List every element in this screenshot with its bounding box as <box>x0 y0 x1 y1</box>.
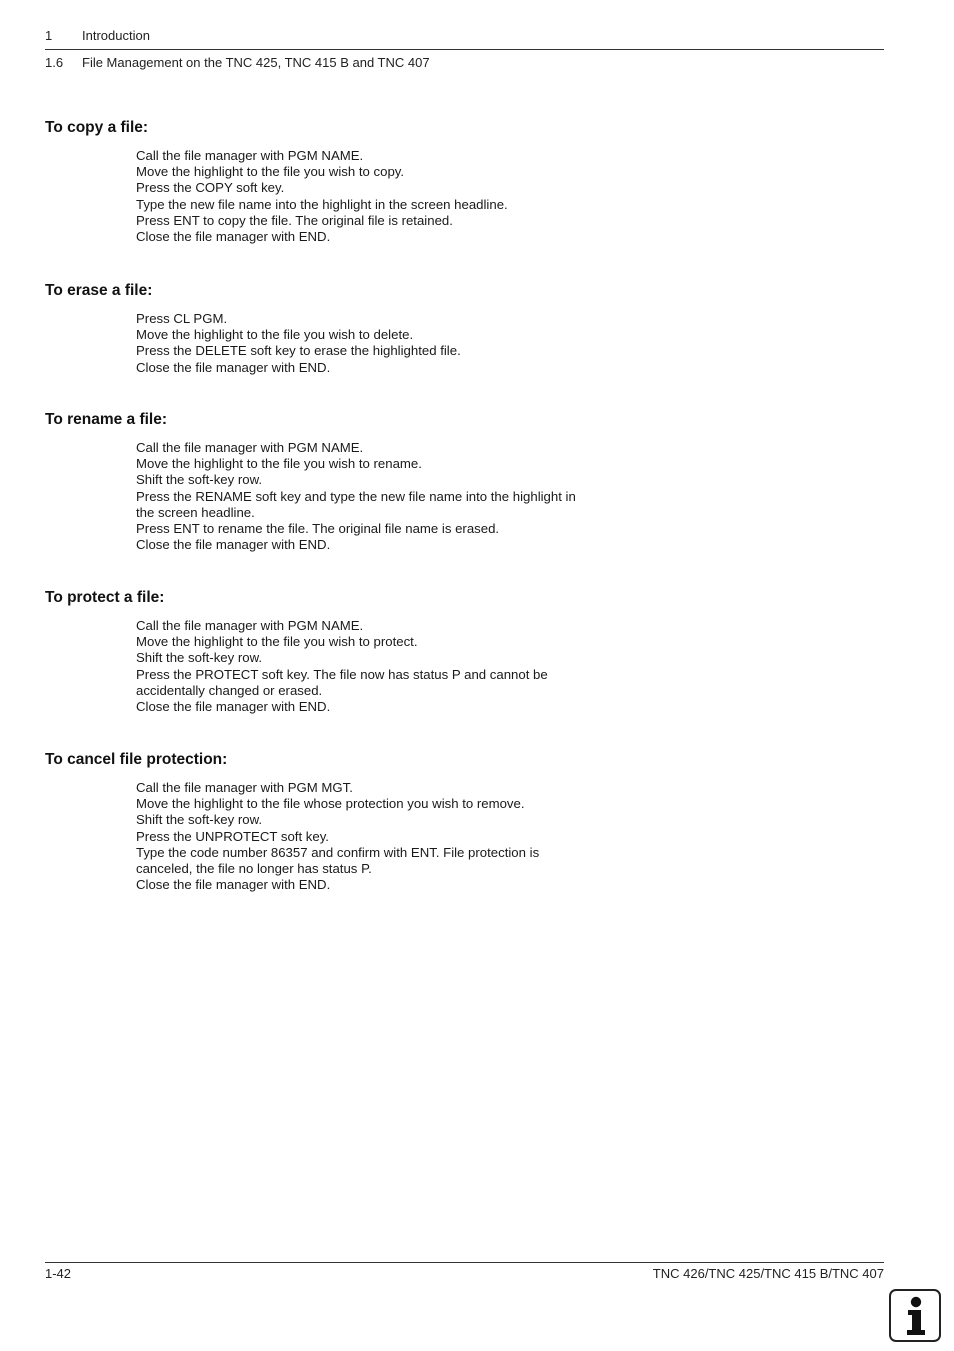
step-item: Move the highlight to the file whose protection you wish to remove. <box>136 796 525 812</box>
step-item: Shift the soft-key row. <box>136 650 263 666</box>
cancel-protection-section <box>45 751 745 893</box>
section-number: 1.6 <box>45 55 64 70</box>
rename-file-section <box>45 411 745 553</box>
page-number: 1-42 <box>45 1266 72 1281</box>
step-item: Type the new file name into the highlight in the screen headline. <box>136 196 508 212</box>
chapter-title: Introduction <box>82 28 150 43</box>
protect-file-section <box>45 589 745 715</box>
step-list <box>136 148 745 245</box>
step-list <box>136 440 745 553</box>
chapter-header <box>45 28 150 43</box>
step-item: Move the highlight to the file you wish to protect. <box>136 634 418 650</box>
step-item: Press the RENAME soft key and type the new file name into the highlight in the screen headline. <box>136 488 576 520</box>
step-item: Press ENT to rename the file. The original file name is erased. <box>136 521 500 537</box>
step-item: Move the highlight to the file you wish to delete. <box>136 327 414 343</box>
info-button[interactable] <box>889 1289 941 1342</box>
step-item: Press ENT to copy the file. The original file is retained. <box>136 212 453 228</box>
step-item: Press the PROTECT soft key. The file now has status P and cannot be accidentally changed or erased. <box>136 666 548 698</box>
erase-file-section <box>45 282 745 376</box>
step-item: Press the UNPROTECT soft key. <box>136 828 329 844</box>
step-list <box>136 780 745 893</box>
chapter-number: 1 <box>45 28 53 43</box>
step-item: Move the highlight to the file you wish to rename. <box>136 456 422 472</box>
step-list <box>136 618 745 715</box>
section-heading: To protect a file: <box>45 589 165 606</box>
section-heading: To copy a file: <box>45 119 149 136</box>
step-item: Shift the soft-key row. <box>136 472 263 488</box>
section-heading: To rename a file: <box>45 411 168 428</box>
section-title: File Management on the TNC 425, TNC 415 B and TNC 407 <box>82 55 430 70</box>
step-item: Press the DELETE soft key to erase the highlighted file. <box>136 343 461 359</box>
step-item: Close the file manager with END. <box>136 229 331 245</box>
header-divider <box>45 49 884 50</box>
section-header <box>45 55 430 70</box>
step-list <box>136 311 745 376</box>
step-item: Close the file manager with END. <box>136 359 331 375</box>
footer-divider <box>45 1262 884 1263</box>
step-item: Close the file manager with END. <box>136 537 331 553</box>
step-item: Move the highlight to the file you wish to copy. <box>136 164 405 180</box>
step-item: Call the file manager with PGM NAME. <box>136 440 364 455</box>
step-item: Press CL PGM. <box>136 311 228 326</box>
section-heading: To erase a file: <box>45 282 153 299</box>
step-item: Close the file manager with END. <box>136 699 331 715</box>
step-item: Shift the soft-key row. <box>136 812 263 828</box>
info-icon <box>891 1291 939 1340</box>
step-item: Type the code number 86357 and confirm with ENT. File protection is canceled, the file no longer has status P. <box>136 844 540 877</box>
step-item: Call the file manager with PGM NAME. <box>136 618 364 633</box>
copy-file-section <box>45 119 745 245</box>
section-heading: To cancel file protection: <box>45 751 228 768</box>
step-item: Call the file manager with PGM MGT. <box>136 780 353 795</box>
step-item: Close the file manager with END. <box>136 877 331 893</box>
step-item: Press the COPY soft key. <box>136 180 285 196</box>
step-item: Call the file manager with PGM NAME. <box>136 148 364 163</box>
model-list: TNC 426/TNC 425/TNC 415 B/TNC 407 <box>652 1266 884 1281</box>
